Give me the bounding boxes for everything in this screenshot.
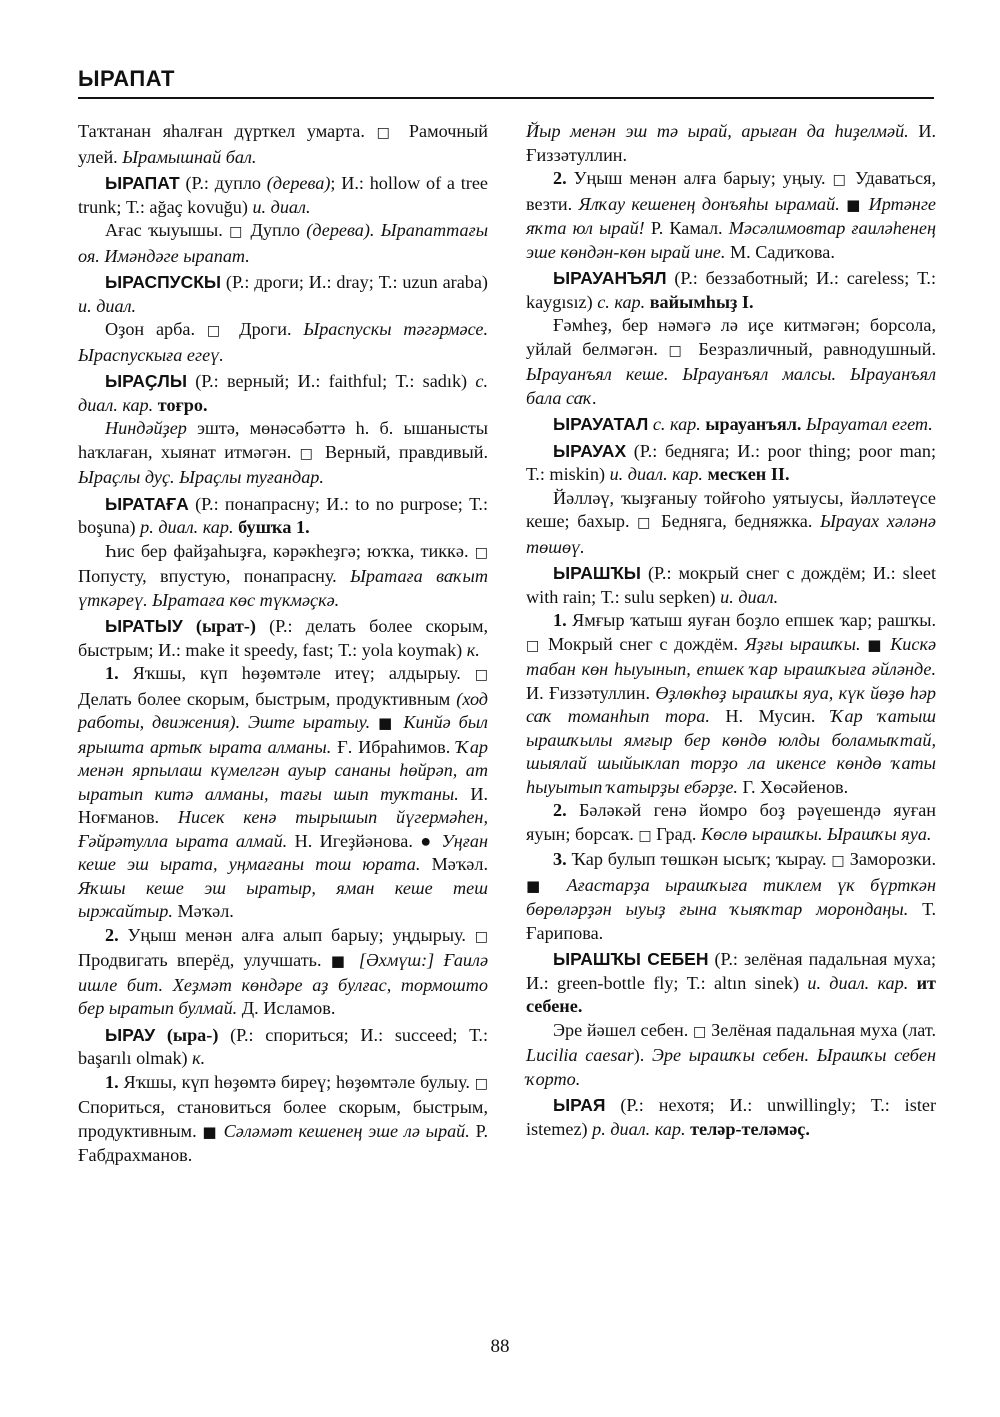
headword: ЫРАТЫУ [105, 616, 183, 636]
entry-yratyu: ЫРАТЫУ (ырат-) (Р.: делать более скорым, быстрым; И.: make it speedy, fast; Т.: yola koymak) к. [78, 616, 489, 660]
entry-yrashky-sense-1: 1. Ямғыр ҡатыш яуған боҙло епшек ҡар; рашҡы. □ Мокрый снег с дождём. Яҙғы ырашҡы. ■ Кискә табан көн һыуынып, епшек ҡар ырашҡыға әйләнде. И. Ғиззәтуллин. Өҙлөкһөҙ ырашҡы яуа, күк йөҙө һәр саҡ томанһып тора. Н. Мусин. Ҡар ҡатыш ырашҡылы ямғыр бер көндө юлды боламыҡтай, шыялай шыйыклап торҙо ла икенсе көндө ҡаты һыуытып ҡатырҙы ебәрҙе. Г. Хөсәйенов. [526, 610, 937, 797]
entry-yrasly-def: Ниндәйҙер эштә, мөнәсәбәттә һ. б. ышанысты һаҡлаған, хыянат итмәгән. □ Верный, правдивый. Ыраҫлы дуҫ. Ыраҫлы туғандар. [78, 418, 489, 487]
headword: ЫРАШҠЫ СЕБЕН [553, 949, 709, 969]
square-marker: □ [474, 667, 489, 683]
entry-yraspusky: ЫРАСПУСКЫ (Р.: дроги; И.: dray; Т.: uzun araba) и. диал. [78, 272, 488, 316]
square-marker: □ [693, 1023, 707, 1040]
entry-yraspusky-def: Оҙон арба. □ Дроги. Ыраспускы тәгәрмәсе. Ыраспускыға егеү. [78, 319, 489, 365]
entry-yratara: ЫРАТАҒА (Р.: понапрасну; И.: to no purpose; Т.: boşuna) р. диал. кар. бушҡа 1. [78, 493, 488, 537]
entry-yrashky: ЫРАШҠЫ (Р.: мокрый снег с дождём; И.: sleet with rain; Т.: sulu sepken) и. диал. [526, 563, 937, 607]
black-square-marker: ■ [378, 714, 396, 732]
headword: ЫРАУ [105, 1024, 156, 1045]
black-square-marker: ■ [330, 952, 350, 970]
headword: ЫРАТАҒА [105, 493, 189, 514]
square-marker: □ [832, 172, 849, 188]
entry-yrapat: ЫРАПАТ (Р.: дупло (дерева); И.: hollow of a tree trunk; Т.: ağaç kovuğu) и. диал. [78, 173, 489, 217]
black-square-marker: ■ [202, 1122, 218, 1141]
header-rule [78, 97, 934, 99]
headword: ЫРАЯ [553, 1095, 606, 1115]
headword: ЫРАУАТАЛ [553, 414, 649, 434]
headword: ЫРАСПУСКЫ [105, 272, 222, 292]
headword: ЫРАУАХ [553, 440, 627, 461]
square-marker: □ [474, 544, 489, 561]
entry-yrau-sense-2: 2. Уңыш менән алға барыу; уңыу. □ Удаваться, везти. Ялҡау кешенең донъяһы ырамай. ■ Иртәнге яҡта юл ырай! Р. Камал. Мәсәлимовтар ғаиләһенең эше көндән-көн ырай ине. М. Садиҡова. [526, 168, 936, 262]
entry-yrau-continuation: Йыр менән эш тә ырай, арыған да һиҙелмәй. И. Ғиззәтуллин. [526, 121, 937, 165]
square-marker: □ [206, 323, 228, 339]
entry-yrauakh-def: Йәлләү, ҡыҙғаныу тойғоһо уятыусы, йәлләтеүсе кеше; бахыр. □ Бедняга, бедняжка. Ырауах хәләнә төшөү. [526, 487, 936, 557]
square-marker: □ [637, 515, 654, 531]
entry-yrashky-seben-def: Эре йәшел себен. □ Зелёная падальная муха (лат. Lucilia caesar). Эре ырашҡы себен. Ырашҡы себен ҡорто. [526, 1019, 937, 1089]
entry-yrau: ЫРАУ (ыра-) (Р.: спориться; И.: succeed; Т.: başarılı olmak) к. [78, 1024, 489, 1068]
entry-yratyu-sense-1: 1. Яҡшы, күп һөҙөмтәле итеү; алдырыу. □ Делать более скорым, быстрым, продуктивным (ход работы, движения). Эште ыратыу. ■ Кинйә был ярышта артыҡ ырата алманы. Ғ. Ибраһимов. Ҡар менән ярпылаш күмелгән ауыр сананы һөйрәп, ат ыратып китә алманы, тағы шып туҡтаны. И. Ноғманов. Нисек кенә тырышып йүгермәһен, Ғәйрәтулла ырата алмай. Н. Игеҙйәнова. ● Уңған кеше эш ырата, уңмағаны тош юрата. Мәҡәл. Яҡшы кеше эш ыратыр, яман кеше теш ыржайтыр. Мәҡәл. [78, 663, 489, 921]
headword: ЫРАУАНЪЯЛ [553, 268, 667, 288]
square-marker: □ [474, 928, 489, 945]
left-column [78, 120, 488, 1168]
entry-yrashky-sense-3: 3. Ҡар булып төшкән ысыҡ; ҡырау. □ Заморозки. ■ Ағастарҙа ырашҡыға тиклем үк бүрткән бөрөләрҙән ыуыҙ ғына ҡыяҡтар морондаңы. Т. Ғарипова. [526, 849, 937, 943]
entry-yrau-sense-1: 1. Яҡшы, күп һөҙөмтә биреү; һөҙөмтәле булыу. □ Спориться, становиться более скорым, быстрым, продуктивным. ■ Сәләмәт кешенең эше лә ырай. Р. Ғабдрахманов. [78, 1071, 489, 1165]
black-square-marker: ■ [526, 876, 552, 895]
headword: ЫРАҪЛЫ [105, 371, 187, 391]
entry-yrauanyal-def: Ғәмһеҙ, бер нәмәгә лә иҫе китмәгән; борсола, уйлай белмәгән. □ Безразличный, равнодушный. Ырауанъял кеше. Ырауанъял малсы. Ырауанъял бала саҡ. [526, 315, 937, 408]
square-marker: □ [638, 827, 652, 844]
entry-continuation: Таҡтанан яһалған дүрткел умарта. □ Рамочный улей. Ырамышнай бал. [78, 121, 489, 167]
square-marker: □ [229, 224, 245, 240]
square-marker: □ [376, 125, 398, 141]
square-marker: □ [831, 853, 845, 869]
square-marker: □ [526, 637, 542, 654]
page-number: 88 [490, 1336, 510, 1357]
black-square-marker: ■ [867, 635, 884, 654]
entry-yrashky-seben: ЫРАШҠЫ СЕБЕН (Р.: зелёная падальная муха; И.: green-bottle fly; Т.: altın sinek) и. диал. кар. ит себене. [526, 949, 936, 1016]
entry-yrauakh: ЫРАУАХ (Р.: бедняга; И.: poor thing; poor man; Т.: miskin) и. диал. кар. месҡен II. [526, 440, 936, 484]
entry-yratara-def: Һис бер файҙаһыҙға, кәрәкһеҙгә; юҡҡа, тиккә. □ Попусту, впустую, понапрасну. Ыратаға ваҡыт үткәреү. Ыратаға көс түкмәҫкә. [78, 540, 489, 610]
entry-yratyu-sense-2: 2. Уңыш менән алға алып барыу; уңдырыу. □ Продвигать вперёд, улучшать. ■ [Әхмүш:] Ғаилә ишле бит. Хеҙмәт көндәре аҙ булғас, тормошто бер ыратып булмай. Д. Исламов. [78, 924, 489, 1018]
square-marker: □ [299, 445, 317, 462]
black-square-marker: ■ [846, 195, 863, 214]
page-header [78, 60, 934, 100]
headword: ЫРАПАТ [105, 173, 180, 193]
entry-yraya: ЫРАЯ (Р.: нехотя; И.: unwillingly; Т.: ister istemez) р. диал. кар. теләр-теләмәҫ. [526, 1095, 936, 1139]
headword: ЫРАШҠЫ [553, 563, 641, 583]
entry-yrapat-def: Ағас ҡыуышы. □ Дупло (дерева). Ырапаттағы оя. Имәндәге ырапат. [78, 220, 489, 266]
entry-yrasly: ЫРАҪЛЫ (Р.: верный; И.: faithful; Т.: sadık) с. диал. кар. тоғро. [78, 371, 488, 415]
square-marker: □ [474, 1075, 489, 1092]
entry-yrashky-sense-2: 2. Бәләкәй генә йомро боҙ рәүешендә яуған яуын; борсаҡ. □ Град. Көслө ырашҡы. Ырашҡы яуа. [526, 800, 936, 844]
entry-yrauanyal: ЫРАУАНЪЯЛ (Р.: беззаботный; И.: careless; Т.: kaygısız) с. кар. вайымһыҙ I. [526, 268, 937, 312]
running-head: ЫРАПАТ [78, 66, 175, 91]
square-marker: □ [668, 342, 688, 359]
bullet-marker: ● [420, 830, 435, 851]
entry-yrauatal: ЫРАУАТАЛ с. кар. ырауанъял. Ырауатал егет. [553, 414, 933, 434]
right-column [526, 120, 936, 1141]
